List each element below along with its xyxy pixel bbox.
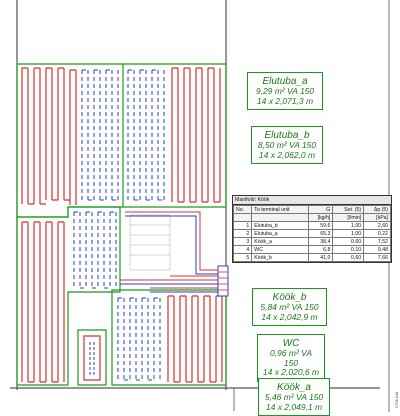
loops-elutuba-b (172, 68, 220, 202)
loops-elutuba-b-return (128, 70, 164, 200)
zone-area: 9,29 m² VA 150 (255, 86, 315, 96)
cell-dp: 7,66 (364, 254, 391, 262)
header-cell: Δp (5) (364, 206, 391, 214)
manifold-header-row (234, 206, 391, 214)
cell-set: 0,60 (333, 254, 364, 262)
cell-g: 38,4 (308, 238, 333, 246)
zone-loops: 14 x 2,062,0 m (258, 149, 316, 160)
zone-name: Elutuba_a (262, 76, 308, 87)
manifold-title: Manifold: Köök (233, 196, 391, 205)
zone-name: Köök_a (277, 382, 311, 393)
zone-boundary-wc (78, 330, 106, 385)
zone-area: 5,46 m² VA 150 (264, 392, 324, 402)
zone-boundary-kook-a (17, 207, 120, 385)
loops-elutuba-a (22, 68, 76, 205)
zone-area: 0,96 m² VA 150 (269, 348, 313, 368)
zone-loops: 14 x 2,071,3 m (256, 95, 314, 106)
zone-boundary-elutuba-b (123, 64, 226, 207)
header-cell: Set. (5) (333, 206, 364, 214)
cell-unit: Köök_b (252, 254, 308, 262)
loops-kook-b (168, 296, 222, 382)
loops-kook-a (22, 222, 64, 382)
supply-pipes (120, 212, 226, 292)
table-row (234, 230, 391, 238)
zone-label-kook-b (252, 288, 327, 326)
zone-boundary-kook-b (112, 290, 226, 385)
cell-g: 41,0 (308, 254, 333, 262)
cell-dp: 7,52 (364, 238, 391, 246)
table-row (234, 222, 391, 230)
stair-area (130, 215, 170, 270)
loops-wc (84, 336, 100, 380)
cell-set: 0,60 (333, 238, 364, 246)
cell-g: 59,6 (308, 222, 333, 230)
unit-cell: [kPa] (364, 214, 391, 222)
loops-kook-b-return (118, 298, 160, 380)
manifold-units-row (234, 214, 391, 222)
zone-loops: 14 x 2,049,1 m (265, 401, 323, 412)
cell-unit: Elutuba_b (252, 222, 308, 230)
zone-area: 8,50 m² VA 150 (257, 140, 317, 150)
cell-g: 65,3 (308, 230, 333, 238)
table-row (234, 246, 391, 254)
zone-name: Köök_b (272, 292, 307, 303)
header-cell: To terminal unit (252, 206, 308, 214)
manifold-block (218, 266, 228, 296)
cell-no: 3 (234, 238, 252, 246)
zone-label-kook-a (258, 378, 330, 416)
cell-set: 1,00 (333, 230, 364, 238)
unit-cell: [kg/h] (308, 214, 333, 222)
cell-no: 4 (234, 246, 252, 254)
zone-label-elutuba-a (247, 72, 323, 110)
zone-name: WC (282, 338, 300, 349)
manifold-grid (233, 205, 391, 262)
cell-g: 6,8 (308, 246, 333, 254)
header-cell: No. (234, 206, 252, 214)
zone-area: 5,84 m² VA 150 (260, 302, 319, 312)
zone-name: Elutuba_b (264, 130, 310, 141)
zone-boundaries (17, 64, 226, 385)
unit-cell (234, 214, 252, 222)
header-cell: G (308, 206, 333, 214)
cell-dp: 9,48 (364, 246, 391, 254)
cell-no: 1 (234, 222, 252, 230)
cell-set: 0,10 (333, 246, 364, 254)
loops-kook-a-return (74, 212, 116, 288)
manifold-table (232, 195, 392, 263)
zone-loops: 14 x 2,020,6 m (262, 367, 320, 377)
cell-no: 2 (234, 230, 252, 238)
cell-dp: 2,60 (364, 222, 391, 230)
cell-unit: WC (252, 246, 308, 254)
zone-loops: 14 x 2,042,9 m (261, 311, 318, 322)
zone-label-wc (257, 334, 325, 382)
cell-no: 5 (234, 254, 252, 262)
table-row (234, 254, 391, 262)
unit-cell: [l/min] (333, 214, 364, 222)
cell-unit: Elutuba_a (252, 230, 308, 238)
cell-set: 1,00 (333, 222, 364, 230)
drawing-stamp: 1706-AM (394, 391, 399, 408)
table-row (234, 238, 391, 246)
loops-elutuba-a-return (82, 70, 118, 200)
zone-label-elutuba-b (251, 126, 323, 164)
cell-unit: Köök_a (252, 238, 308, 246)
cell-dp: 0,22 (364, 230, 391, 238)
unit-cell (252, 214, 308, 222)
